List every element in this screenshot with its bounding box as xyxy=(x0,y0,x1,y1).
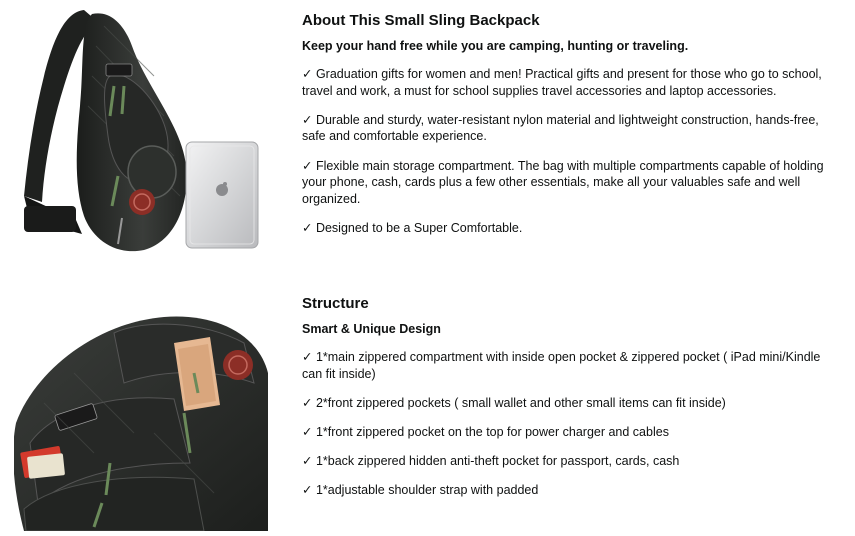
structure-bullet: ✓ 1*main zippered compartment with inside open pocket & zippered pocket ( iPad mini/Kindle can fit inside) xyxy=(302,350,821,381)
structure-bullet-list xyxy=(302,349,842,499)
structure-text-column xyxy=(302,295,842,512)
about-bullet: ✓ Designed to be a Super Comfortable. xyxy=(302,220,523,235)
about-bullet: ✓ Flexible main storage compartment. The bag with multiple compartments capable of holding your phone, cash, cards plus a few other essentials, make all your valuables safe and well organized. xyxy=(302,158,824,206)
sling-backpack-pockets-closeup-image xyxy=(14,313,270,531)
structure-section xyxy=(0,283,855,531)
structure-bullet: ✓ 2*front zippered pockets ( small wallet and other small items can fit inside) xyxy=(302,395,726,410)
sling-backpack-with-tablet-image xyxy=(14,6,270,258)
about-text-column xyxy=(302,12,842,249)
structure-title: Structure xyxy=(302,295,369,312)
about-bullet: ✓ Durable and sturdy, water-resistant nylon material and lightweight construction, hands-free, safe and comfortable experience. xyxy=(302,112,819,144)
structure-bullet: ✓ 1*back zippered hidden anti-theft pocket for passport, cards, cash xyxy=(302,454,680,469)
about-bullet-list xyxy=(302,66,842,237)
about-subtitle: Keep your hand free while you are camping, hunting or traveling. xyxy=(302,39,689,53)
about-title: About This Small Sling Backpack xyxy=(302,12,540,29)
structure-bullet: ✓ 1*front zippered pocket on the top for power charger and cables xyxy=(302,424,669,439)
about-bullet: ✓ Graduation gifts for women and men! Practical gifts and present for those who go to school, travel and work, a must for school supplies travel accessories and laptop accessories. xyxy=(302,67,822,98)
structure-subtitle: Smart & Unique Design xyxy=(302,322,441,336)
structure-bullet: ✓ 1*adjustable shoulder strap with padded xyxy=(302,483,539,498)
